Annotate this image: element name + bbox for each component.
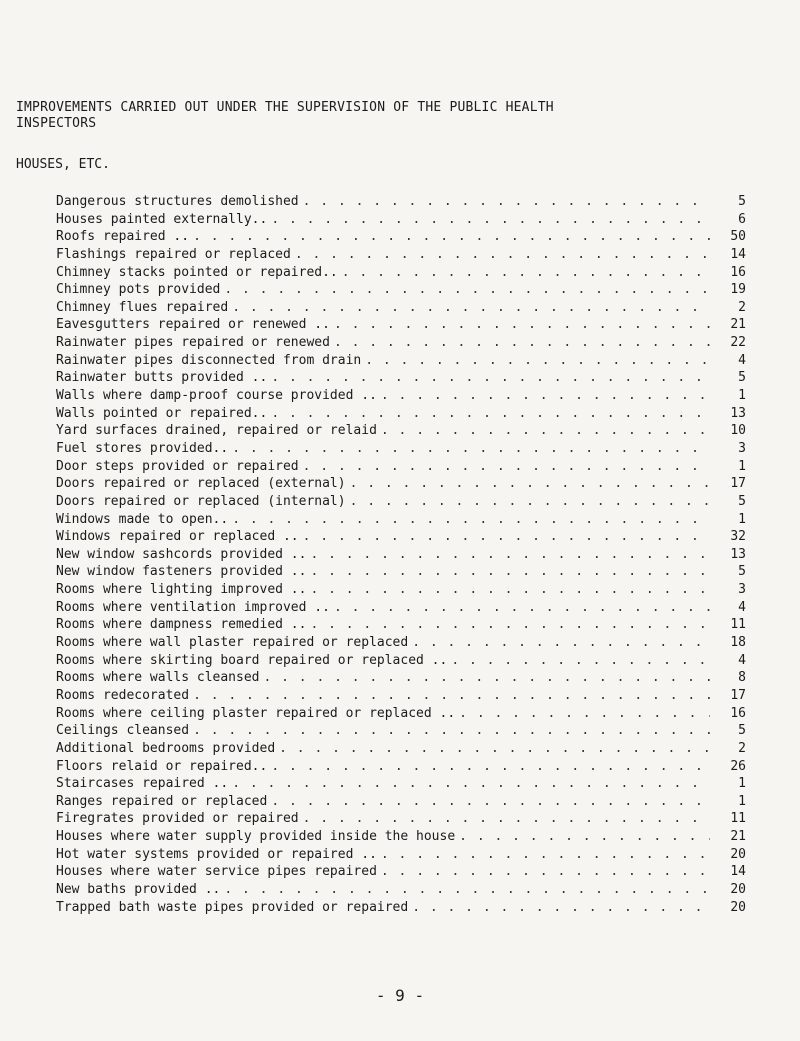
item-count: 4: [738, 599, 746, 615]
item-count: 2: [738, 740, 746, 756]
dot-leader: [334, 316, 710, 334]
item-count: 8: [738, 670, 746, 686]
item-count: 11: [730, 811, 746, 827]
section-heading: HOUSES, ETC.: [16, 157, 110, 172]
dot-leader: [303, 458, 710, 476]
list-item: [56, 281, 746, 299]
dot-leader: [412, 634, 710, 652]
dot-leader: [303, 528, 710, 546]
item-count: 17: [730, 687, 746, 703]
dot-leader: [193, 722, 710, 740]
item-count: 11: [730, 617, 746, 633]
item-label: Rainwater butts provided ..: [56, 370, 268, 386]
item-label: Houses painted externally..: [56, 211, 268, 227]
list-item: [56, 299, 746, 317]
dot-leader: [451, 652, 710, 670]
list-item: [56, 440, 746, 458]
list-item: [56, 246, 746, 264]
dot-leader: [232, 440, 710, 458]
item-label: Houses where water supply provided inside the house: [56, 829, 456, 845]
list-item: [56, 352, 746, 370]
item-count: 1: [738, 511, 746, 527]
item-label: Rooms where dampness remedied ..: [56, 617, 307, 633]
item-label: Rooms where walls cleansed: [56, 670, 260, 686]
item-count: 32: [730, 529, 746, 545]
item-label: Houses where water service pipes repaired: [56, 864, 377, 880]
item-label: Rainwater pipes repaired or renewed: [56, 335, 330, 351]
item-count: 5: [738, 370, 746, 386]
list-item: [56, 546, 746, 564]
list-item: [56, 793, 746, 811]
item-count: 50: [730, 229, 746, 245]
item-label: Trapped bath waste pipes provided or repaired: [56, 899, 409, 915]
item-label: Ranges repaired or replaced: [56, 793, 268, 809]
item-label: Yard surfaces drained, repaired or relaid: [56, 423, 377, 439]
list-item: [56, 387, 746, 405]
list-item: [56, 511, 746, 529]
item-count: 13: [730, 546, 746, 562]
dot-leader: [279, 740, 710, 758]
item-label: Rooms where ventilation improved ..: [56, 599, 330, 615]
dot-leader: [342, 264, 710, 282]
item-count: 21: [730, 829, 746, 845]
item-label: New window sashcords provided ..: [56, 546, 307, 562]
list-item: [56, 810, 746, 828]
dot-leader: [271, 211, 710, 229]
dot-leader: [271, 758, 710, 776]
improvements-list: [56, 193, 746, 916]
list-item: [56, 475, 746, 493]
item-label: Chimney pots provided: [56, 282, 221, 298]
item-label: Staircases repaired ..: [56, 776, 229, 792]
item-count: 16: [730, 705, 746, 721]
item-count: 1: [738, 458, 746, 474]
item-label: Walls where damp-proof course provided ..: [56, 388, 377, 404]
item-count: 6: [738, 211, 746, 227]
dot-leader: [365, 352, 710, 370]
item-count: 13: [730, 405, 746, 421]
dot-leader: [232, 775, 710, 793]
list-item: [56, 369, 746, 387]
item-count: 14: [730, 246, 746, 262]
dot-leader: [224, 281, 710, 299]
dot-leader: [459, 705, 710, 723]
item-label: Chimney flues repaired: [56, 299, 229, 315]
dot-leader: [310, 546, 710, 564]
item-label: Dangerous structures demolished: [56, 194, 299, 209]
list-item: [56, 705, 746, 723]
list-item: [56, 211, 746, 229]
dot-leader: [350, 493, 710, 511]
dot-leader: [271, 793, 710, 811]
item-count: 20: [730, 881, 746, 897]
list-item: [56, 828, 746, 846]
item-count: 21: [730, 317, 746, 333]
item-count: 19: [730, 282, 746, 298]
item-count: 3: [738, 440, 746, 456]
dot-leader: [193, 687, 710, 705]
item-label: Rooms where ceiling plaster repaired or replaced ..: [56, 705, 456, 721]
item-count: 22: [730, 335, 746, 351]
item-count: 16: [730, 264, 746, 280]
dot-leader: [381, 387, 710, 405]
item-label: New baths provided ..: [56, 881, 221, 897]
item-label: Walls pointed or repaired..: [56, 405, 268, 421]
item-count: 10: [730, 423, 746, 439]
list-item: [56, 493, 746, 511]
item-count: 14: [730, 864, 746, 880]
list-item: [56, 669, 746, 687]
dot-leader: [459, 828, 710, 846]
dot-leader: [232, 299, 710, 317]
dot-leader: [310, 616, 710, 634]
item-label: Rooms where skirting board repaired or replaced ..: [56, 652, 448, 668]
item-label: Additional bedrooms provided: [56, 740, 276, 756]
item-count: 2: [738, 299, 746, 315]
list-item: [56, 758, 746, 776]
item-label: Roofs repaired ..: [56, 229, 190, 245]
item-label: Eavesgutters repaired or renewed ..: [56, 317, 330, 333]
list-item: [56, 863, 746, 881]
item-count: 3: [738, 582, 746, 598]
item-count: 20: [730, 899, 746, 915]
list-item: [56, 581, 746, 599]
list-item: [56, 405, 746, 423]
list-item: [56, 740, 746, 758]
dot-leader: [271, 405, 710, 423]
list-item: [56, 316, 746, 334]
list-item: [56, 846, 746, 864]
dot-leader: [224, 881, 710, 899]
item-label: Chimney stacks pointed or repaired..: [56, 264, 338, 280]
list-item: [56, 599, 746, 617]
item-label: Windows repaired or replaced ..: [56, 529, 299, 545]
dot-leader: [303, 193, 710, 211]
list-item: [56, 528, 746, 546]
list-item: [56, 193, 746, 211]
dot-leader: [381, 422, 710, 440]
item-label: Floors relaid or repaired..: [56, 758, 268, 774]
item-count: 1: [738, 793, 746, 809]
item-label: Doors repaired or replaced (internal): [56, 493, 346, 509]
dot-leader: [350, 475, 710, 493]
item-count: 17: [730, 476, 746, 492]
item-label: Rooms where lighting improved ..: [56, 582, 307, 598]
list-item: [56, 652, 746, 670]
item-count: 5: [738, 194, 746, 209]
dot-leader: [264, 669, 711, 687]
item-label: New window fasteners provided ..: [56, 564, 307, 580]
page-number: - 9 -: [375, 986, 425, 1005]
dot-leader: [334, 599, 710, 617]
dot-leader: [381, 863, 710, 881]
item-label: Doors repaired or replaced (external): [56, 476, 346, 492]
dot-leader: [381, 846, 710, 864]
dot-leader: [193, 228, 710, 246]
dot-leader: [303, 810, 710, 828]
list-item: [56, 563, 746, 581]
list-item: [56, 458, 746, 476]
list-item: [56, 616, 746, 634]
item-label: Rooms where wall plaster repaired or replaced: [56, 635, 409, 651]
list-item: [56, 264, 746, 282]
list-item: [56, 422, 746, 440]
item-label: Firegrates provided or repaired: [56, 811, 299, 827]
page-title: IMPROVEMENTS CARRIED OUT UNDER THE SUPERVISION OF THE PUBLIC HEALTH INSPECTORS: [16, 100, 554, 131]
item-count: 26: [730, 758, 746, 774]
dot-leader: [310, 581, 710, 599]
dot-leader: [295, 246, 710, 264]
list-item: [56, 775, 746, 793]
list-item: [56, 899, 746, 917]
item-label: Door steps provided or repaired: [56, 458, 299, 474]
list-item: [56, 687, 746, 705]
item-label: Flashings repaired or replaced: [56, 246, 291, 262]
item-count: 5: [738, 723, 746, 739]
list-item: [56, 881, 746, 899]
item-label: Rainwater pipes disconnected from drain: [56, 352, 362, 368]
item-count: 20: [730, 846, 746, 862]
item-count: 1: [738, 388, 746, 404]
list-item: [56, 634, 746, 652]
item-count: 4: [738, 352, 746, 368]
item-count: 18: [730, 635, 746, 651]
item-count: 4: [738, 652, 746, 668]
item-label: Ceilings cleansed: [56, 723, 190, 739]
list-item: [56, 334, 746, 352]
item-label: Rooms redecorated: [56, 687, 190, 703]
item-count: 1: [738, 776, 746, 792]
item-label: Windows made to open..: [56, 511, 229, 527]
dot-leader: [310, 563, 710, 581]
item-count: 5: [738, 564, 746, 580]
dot-leader: [412, 899, 710, 917]
dot-leader: [271, 369, 710, 387]
item-label: Hot water systems provided or repaired ..: [56, 846, 377, 862]
list-item: [56, 228, 746, 246]
item-label: Fuel stores provided..: [56, 440, 229, 456]
dot-leader: [232, 511, 710, 529]
dot-leader: [334, 334, 710, 352]
list-item: [56, 722, 746, 740]
item-count: 5: [738, 493, 746, 509]
